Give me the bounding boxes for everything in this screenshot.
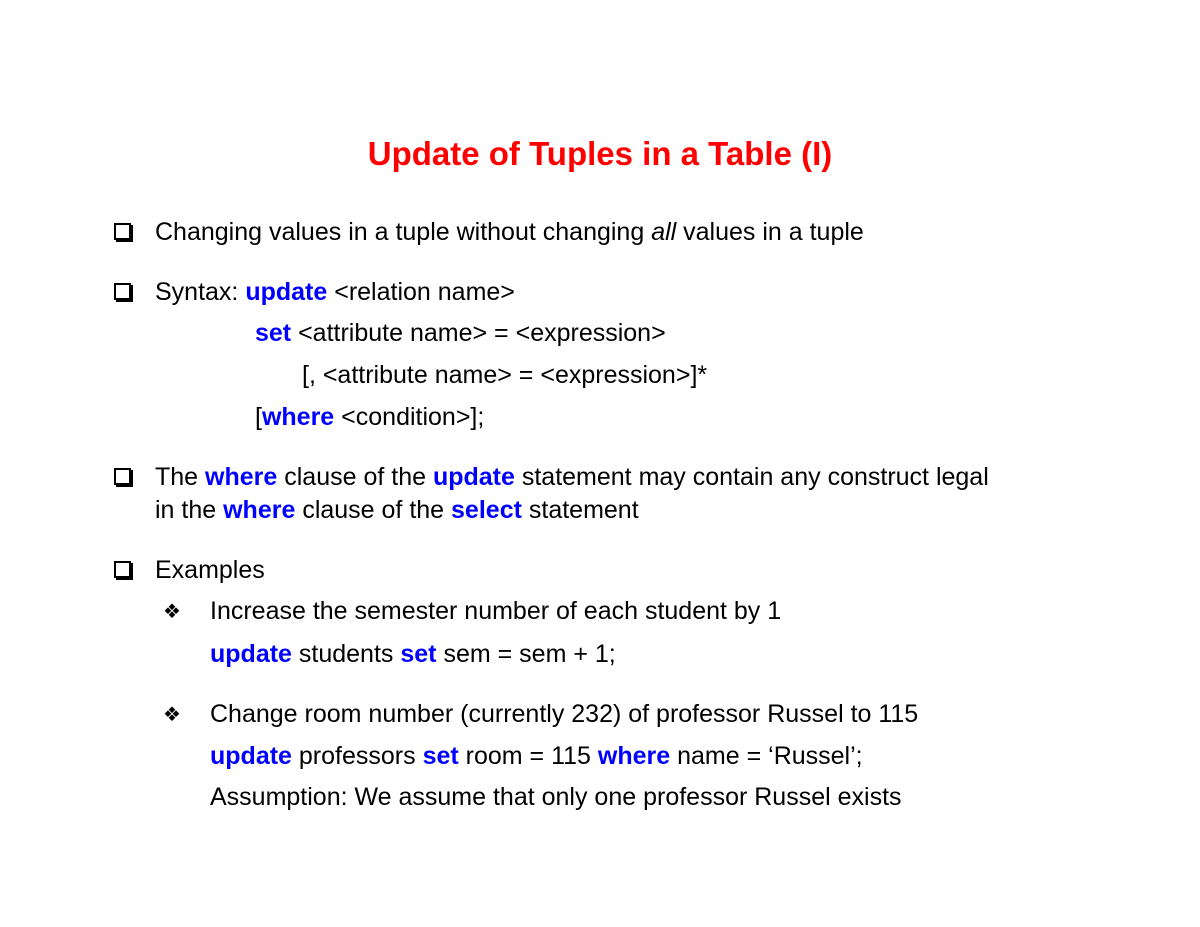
where-clause-line-1 xyxy=(155,462,989,492)
example-2-description xyxy=(210,699,918,729)
emphasis-all: all xyxy=(651,218,677,246)
bullet-text: in the xyxy=(155,496,224,524)
example-text: Change room number (currently 232) of professor Russel to 115 xyxy=(210,700,919,728)
syntax-text: <attribute name> = <expression> xyxy=(291,319,666,347)
bullet-text: values in a tuple xyxy=(676,218,864,246)
bullet-text: clause of the xyxy=(277,463,433,491)
examples-heading xyxy=(155,555,265,585)
example-2-note xyxy=(210,782,902,812)
keyword-where: where xyxy=(261,403,335,431)
keyword-update: update xyxy=(210,742,292,770)
example-1-code xyxy=(210,639,616,669)
syntax-text: [ xyxy=(255,403,262,431)
diamond-bullet-icon: ❖ xyxy=(163,702,181,726)
code-text: students xyxy=(291,640,401,668)
keyword-where: where xyxy=(597,742,671,770)
syntax-line-4 xyxy=(255,402,484,432)
syntax-line-1 xyxy=(155,277,515,307)
bullet-text: statement xyxy=(521,496,639,524)
keyword-where: where xyxy=(205,463,278,491)
code-text: name = ‘Russel’; xyxy=(670,742,863,770)
keyword-update: update xyxy=(210,640,292,668)
where-clause-line-2 xyxy=(155,495,639,525)
keyword-update: update xyxy=(432,463,515,491)
bullet-text: The xyxy=(155,463,206,491)
square-bullet-icon xyxy=(114,283,131,300)
example-2-code xyxy=(210,741,863,771)
bullet-text: Changing values in a tuple without changing xyxy=(155,218,652,246)
bullet-changing-values xyxy=(155,217,864,247)
square-bullet-icon xyxy=(114,468,131,485)
slide-title: Update of Tuples in a Table (I) xyxy=(367,135,833,172)
syntax-line-3 xyxy=(302,360,707,390)
square-bullet-icon xyxy=(114,223,131,240)
code-text: room = 115 xyxy=(458,742,598,770)
examples-label: Examples xyxy=(155,556,265,584)
assumption-text: Assumption: We assume that only one professor Russel exists xyxy=(210,783,902,811)
syntax-line-2 xyxy=(255,318,666,348)
bullet-text: statement may contain any construct legal xyxy=(514,463,989,491)
example-1-description xyxy=(210,596,781,626)
example-text: Increase the semester number of each student by 1 xyxy=(210,597,782,625)
syntax-label: Syntax: xyxy=(155,278,246,306)
keyword-select: select xyxy=(451,496,522,524)
square-bullet-icon xyxy=(114,561,131,578)
keyword-where: where xyxy=(223,496,296,524)
code-text: professors xyxy=(291,742,423,770)
keyword-set: set xyxy=(255,319,292,347)
diamond-bullet-icon: ❖ xyxy=(163,599,181,623)
syntax-text: <relation name> xyxy=(327,278,515,306)
syntax-text: <condition>]; xyxy=(334,403,485,431)
bullet-text: clause of the xyxy=(295,496,452,524)
keyword-update: update xyxy=(245,278,328,306)
keyword-set: set xyxy=(400,640,437,668)
code-text: sem = sem + 1; xyxy=(436,640,616,668)
syntax-text: [, <attribute name> = <expression>]* xyxy=(302,361,708,389)
keyword-set: set xyxy=(422,742,459,770)
